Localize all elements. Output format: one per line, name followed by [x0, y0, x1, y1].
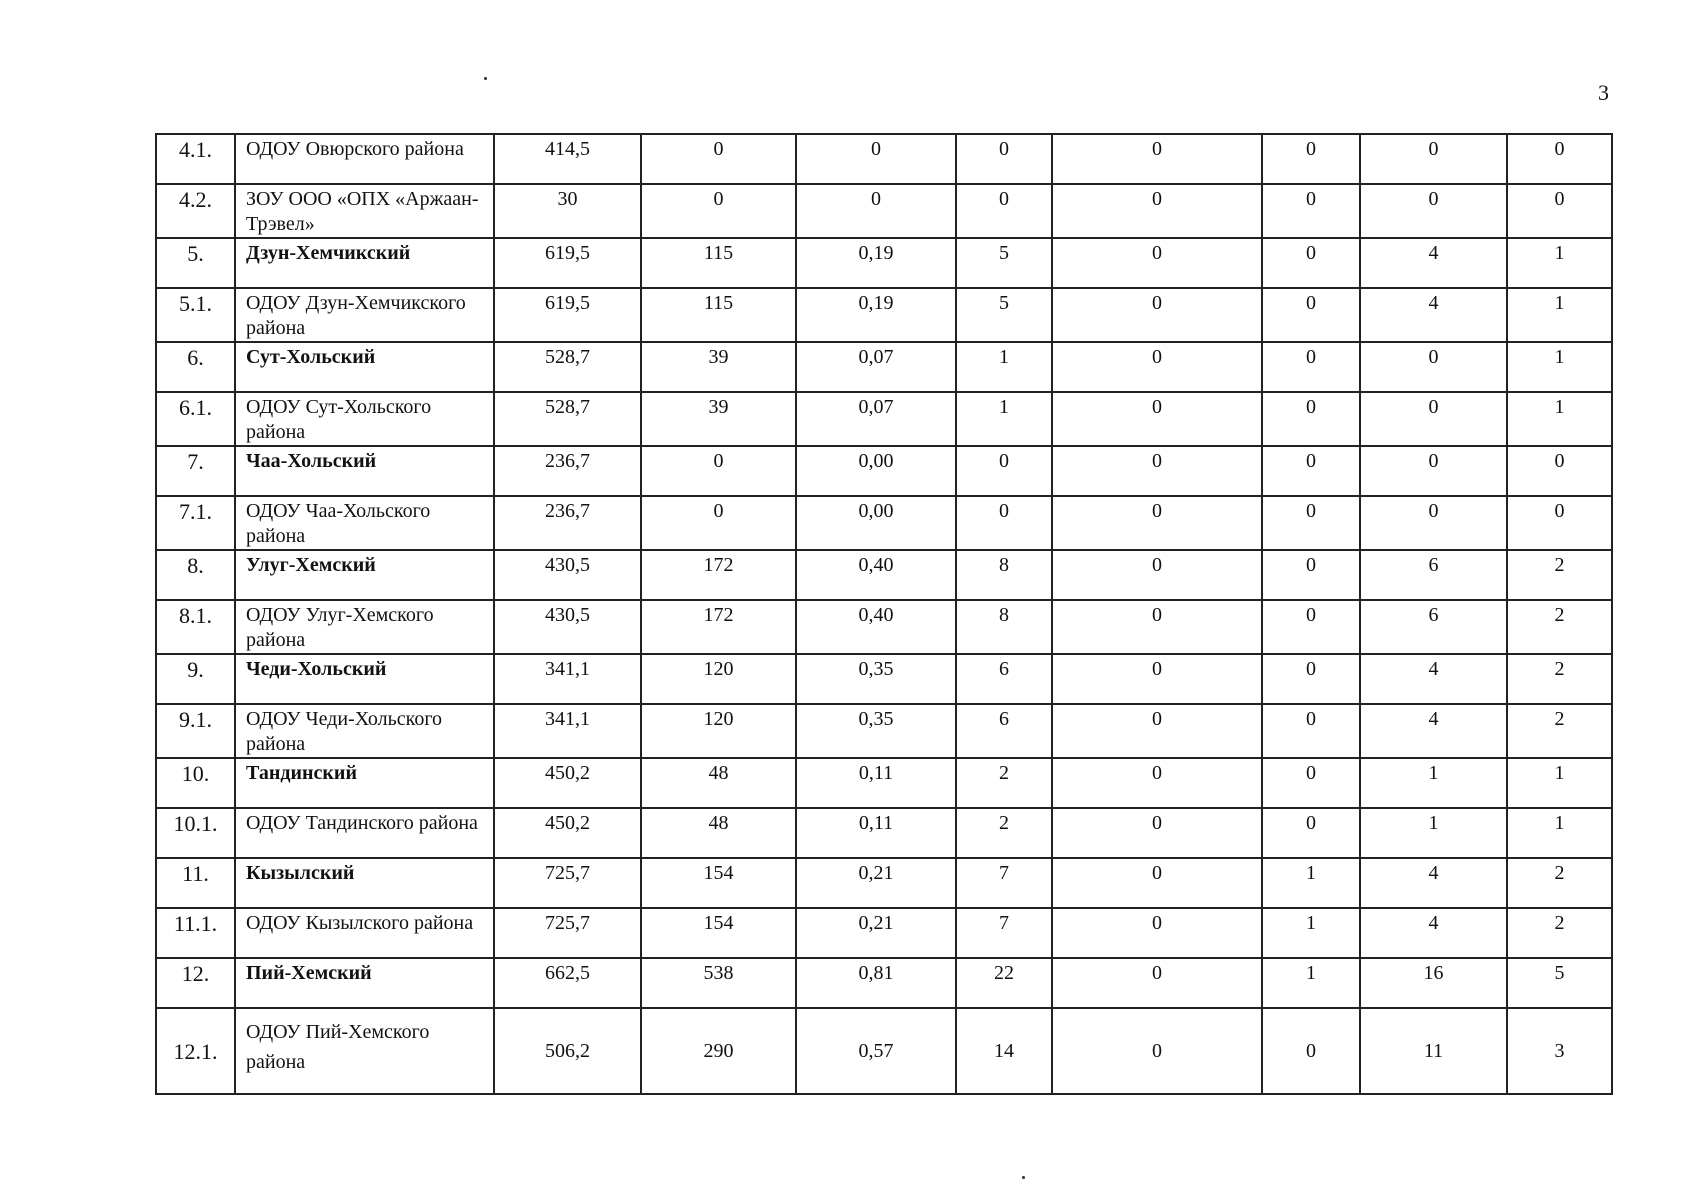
value-col-8: 2 — [1507, 858, 1612, 908]
value-col-1: 430,5 — [494, 600, 641, 654]
statistics-table — [155, 133, 1613, 1095]
table-row — [156, 600, 1612, 654]
value-col-2: 154 — [641, 858, 796, 908]
row-name: ЗОУ ООО «ОПХ «Аржаан-Трэвел» — [235, 184, 494, 238]
value-col-4: 0 — [956, 496, 1052, 550]
table-row — [156, 858, 1612, 908]
value-col-8: 2 — [1507, 550, 1612, 600]
value-col-3: 0,40 — [796, 600, 956, 654]
table-row — [156, 908, 1612, 958]
value-col-4: 7 — [956, 858, 1052, 908]
value-col-8: 0 — [1507, 496, 1612, 550]
value-col-7: 11 — [1360, 1008, 1507, 1094]
value-col-4: 8 — [956, 600, 1052, 654]
value-col-8: 2 — [1507, 704, 1612, 758]
table-row — [156, 758, 1612, 808]
table-row — [156, 238, 1612, 288]
value-col-2: 0 — [641, 184, 796, 238]
value-col-7: 0 — [1360, 496, 1507, 550]
value-col-4: 5 — [956, 288, 1052, 342]
value-col-7: 4 — [1360, 654, 1507, 704]
value-col-8: 1 — [1507, 392, 1612, 446]
value-col-2: 120 — [641, 704, 796, 758]
table-row — [156, 1008, 1612, 1094]
row-index: 11.1. — [156, 908, 235, 958]
value-col-7: 4 — [1360, 858, 1507, 908]
value-col-7: 0 — [1360, 342, 1507, 392]
row-index: 4.2. — [156, 184, 235, 238]
value-col-3: 0,35 — [796, 654, 956, 704]
value-col-6: 0 — [1262, 550, 1360, 600]
row-index: 7.1. — [156, 496, 235, 550]
value-col-6: 0 — [1262, 758, 1360, 808]
value-col-7: 4 — [1360, 238, 1507, 288]
value-col-8: 1 — [1507, 342, 1612, 392]
value-col-7: 4 — [1360, 288, 1507, 342]
value-col-4: 0 — [956, 446, 1052, 496]
row-name: Чаа-Хольский — [235, 446, 494, 496]
value-col-2: 0 — [641, 446, 796, 496]
table-row — [156, 446, 1612, 496]
value-col-1: 619,5 — [494, 288, 641, 342]
row-name: ОДОУ Пий-Хемского района — [235, 1008, 494, 1094]
value-col-3: 0 — [796, 184, 956, 238]
value-col-8: 5 — [1507, 958, 1612, 1008]
value-col-5: 0 — [1052, 288, 1262, 342]
value-col-4: 5 — [956, 238, 1052, 288]
value-col-2: 154 — [641, 908, 796, 958]
value-col-1: 414,5 — [494, 134, 641, 184]
table-row — [156, 704, 1612, 758]
value-col-1: 341,1 — [494, 704, 641, 758]
value-col-4: 0 — [956, 134, 1052, 184]
value-col-1: 725,7 — [494, 858, 641, 908]
table-row — [156, 808, 1612, 858]
value-col-8: 2 — [1507, 600, 1612, 654]
value-col-6: 0 — [1262, 134, 1360, 184]
row-index: 10.1. — [156, 808, 235, 858]
row-name: Дзун-Хемчикский — [235, 238, 494, 288]
row-name: ОДОУ Овюрского района — [235, 134, 494, 184]
value-col-7: 0 — [1360, 184, 1507, 238]
value-col-7: 4 — [1360, 908, 1507, 958]
value-col-4: 8 — [956, 550, 1052, 600]
row-name: Улуг-Хемский — [235, 550, 494, 600]
value-col-5: 0 — [1052, 808, 1262, 858]
value-col-1: 662,5 — [494, 958, 641, 1008]
row-index: 6. — [156, 342, 235, 392]
value-col-8: 1 — [1507, 758, 1612, 808]
value-col-2: 172 — [641, 600, 796, 654]
value-col-4: 6 — [956, 704, 1052, 758]
value-col-1: 506,2 — [494, 1008, 641, 1094]
value-col-1: 236,7 — [494, 496, 641, 550]
value-col-6: 0 — [1262, 496, 1360, 550]
row-index: 12.1. — [156, 1008, 235, 1094]
row-index: 12. — [156, 958, 235, 1008]
value-col-3: 0 — [796, 134, 956, 184]
value-col-5: 0 — [1052, 342, 1262, 392]
table-row — [156, 288, 1612, 342]
value-col-8: 0 — [1507, 446, 1612, 496]
value-col-2: 172 — [641, 550, 796, 600]
row-name: Пий-Хемский — [235, 958, 494, 1008]
scan-speck — [484, 77, 487, 80]
value-col-8: 0 — [1507, 134, 1612, 184]
value-col-3: 0,11 — [796, 758, 956, 808]
value-col-4: 2 — [956, 808, 1052, 858]
value-col-7: 0 — [1360, 134, 1507, 184]
value-col-8: 1 — [1507, 288, 1612, 342]
value-col-5: 0 — [1052, 392, 1262, 446]
value-col-4: 7 — [956, 908, 1052, 958]
value-col-6: 0 — [1262, 184, 1360, 238]
table-row — [156, 134, 1612, 184]
value-col-2: 0 — [641, 496, 796, 550]
value-col-6: 0 — [1262, 392, 1360, 446]
value-col-3: 0,19 — [796, 288, 956, 342]
value-col-4: 2 — [956, 758, 1052, 808]
value-col-7: 0 — [1360, 446, 1507, 496]
value-col-1: 725,7 — [494, 908, 641, 958]
value-col-5: 0 — [1052, 496, 1262, 550]
row-name: ОДОУ Улуг-Хемского района — [235, 600, 494, 654]
row-name: ОДОУ Чаа-Хольского района — [235, 496, 494, 550]
scan-speck — [1022, 1176, 1025, 1179]
value-col-1: 236,7 — [494, 446, 641, 496]
value-col-8: 3 — [1507, 1008, 1612, 1094]
value-col-7: 16 — [1360, 958, 1507, 1008]
value-col-7: 6 — [1360, 550, 1507, 600]
value-col-5: 0 — [1052, 446, 1262, 496]
value-col-5: 0 — [1052, 184, 1262, 238]
value-col-2: 115 — [641, 288, 796, 342]
value-col-5: 0 — [1052, 758, 1262, 808]
value-col-6: 0 — [1262, 1008, 1360, 1094]
value-col-1: 450,2 — [494, 808, 641, 858]
value-col-5: 0 — [1052, 908, 1262, 958]
value-col-6: 0 — [1262, 342, 1360, 392]
value-col-5: 0 — [1052, 134, 1262, 184]
value-col-2: 48 — [641, 808, 796, 858]
value-col-3: 0,07 — [796, 342, 956, 392]
row-index: 8. — [156, 550, 235, 600]
value-col-3: 0,21 — [796, 908, 956, 958]
value-col-7: 0 — [1360, 392, 1507, 446]
value-col-4: 1 — [956, 392, 1052, 446]
value-col-6: 0 — [1262, 600, 1360, 654]
table-row — [156, 392, 1612, 446]
row-name: ОДОУ Тандинского района — [235, 808, 494, 858]
row-index: 9.1. — [156, 704, 235, 758]
table-row — [156, 654, 1612, 704]
value-col-6: 1 — [1262, 858, 1360, 908]
value-col-2: 538 — [641, 958, 796, 1008]
value-col-8: 0 — [1507, 184, 1612, 238]
value-col-8: 1 — [1507, 238, 1612, 288]
value-col-2: 290 — [641, 1008, 796, 1094]
table-row — [156, 550, 1612, 600]
table-row — [156, 184, 1612, 238]
value-col-5: 0 — [1052, 704, 1262, 758]
value-col-8: 2 — [1507, 654, 1612, 704]
value-col-4: 0 — [956, 184, 1052, 238]
value-col-3: 0,11 — [796, 808, 956, 858]
value-col-3: 0,19 — [796, 238, 956, 288]
value-col-3: 0,21 — [796, 858, 956, 908]
row-index: 5. — [156, 238, 235, 288]
value-col-1: 619,5 — [494, 238, 641, 288]
value-col-2: 0 — [641, 134, 796, 184]
value-col-7: 6 — [1360, 600, 1507, 654]
value-col-5: 0 — [1052, 858, 1262, 908]
row-name: ОДОУ Дзун-Хемчикского района — [235, 288, 494, 342]
value-col-3: 0,40 — [796, 550, 956, 600]
row-name: Чеди-Хольский — [235, 654, 494, 704]
value-col-6: 0 — [1262, 238, 1360, 288]
row-name: Тандинский — [235, 758, 494, 808]
value-col-5: 0 — [1052, 958, 1262, 1008]
row-index: 8.1. — [156, 600, 235, 654]
value-col-3: 0,81 — [796, 958, 956, 1008]
value-col-3: 0,00 — [796, 446, 956, 496]
value-col-7: 1 — [1360, 758, 1507, 808]
value-col-2: 115 — [641, 238, 796, 288]
table-body — [156, 134, 1612, 1094]
value-col-5: 0 — [1052, 238, 1262, 288]
row-name: Кызылский — [235, 858, 494, 908]
value-col-6: 1 — [1262, 908, 1360, 958]
value-col-6: 0 — [1262, 446, 1360, 496]
value-col-6: 0 — [1262, 704, 1360, 758]
value-col-1: 450,2 — [494, 758, 641, 808]
value-col-4: 6 — [956, 654, 1052, 704]
row-name: Сут-Хольский — [235, 342, 494, 392]
value-col-3: 0,35 — [796, 704, 956, 758]
value-col-1: 528,7 — [494, 342, 641, 392]
value-col-3: 0,57 — [796, 1008, 956, 1094]
value-col-6: 0 — [1262, 288, 1360, 342]
value-col-5: 0 — [1052, 1008, 1262, 1094]
row-index: 10. — [156, 758, 235, 808]
value-col-7: 4 — [1360, 704, 1507, 758]
value-col-1: 341,1 — [494, 654, 641, 704]
value-col-1: 528,7 — [494, 392, 641, 446]
value-col-8: 2 — [1507, 908, 1612, 958]
value-col-4: 1 — [956, 342, 1052, 392]
row-name: ОДОУ Кызылского района — [235, 908, 494, 958]
value-col-8: 1 — [1507, 808, 1612, 858]
value-col-4: 22 — [956, 958, 1052, 1008]
row-index: 11. — [156, 858, 235, 908]
row-index: 5.1. — [156, 288, 235, 342]
row-name: ОДОУ Чеди-Хольского района — [235, 704, 494, 758]
row-index: 4.1. — [156, 134, 235, 184]
value-col-6: 0 — [1262, 808, 1360, 858]
table-row — [156, 958, 1612, 1008]
value-col-2: 48 — [641, 758, 796, 808]
row-index: 9. — [156, 654, 235, 704]
value-col-2: 39 — [641, 392, 796, 446]
value-col-3: 0,00 — [796, 496, 956, 550]
row-index: 6.1. — [156, 392, 235, 446]
value-col-7: 1 — [1360, 808, 1507, 858]
value-col-1: 430,5 — [494, 550, 641, 600]
value-col-1: 30 — [494, 184, 641, 238]
row-name: ОДОУ Сут-Хольского района — [235, 392, 494, 446]
value-col-2: 120 — [641, 654, 796, 704]
value-col-2: 39 — [641, 342, 796, 392]
value-col-5: 0 — [1052, 550, 1262, 600]
table-row — [156, 342, 1612, 392]
table-row — [156, 496, 1612, 550]
value-col-5: 0 — [1052, 654, 1262, 704]
value-col-4: 14 — [956, 1008, 1052, 1094]
row-index: 7. — [156, 446, 235, 496]
value-col-3: 0,07 — [796, 392, 956, 446]
value-col-5: 0 — [1052, 600, 1262, 654]
page-number: 3 — [1598, 80, 1609, 105]
value-col-6: 0 — [1262, 654, 1360, 704]
value-col-6: 1 — [1262, 958, 1360, 1008]
